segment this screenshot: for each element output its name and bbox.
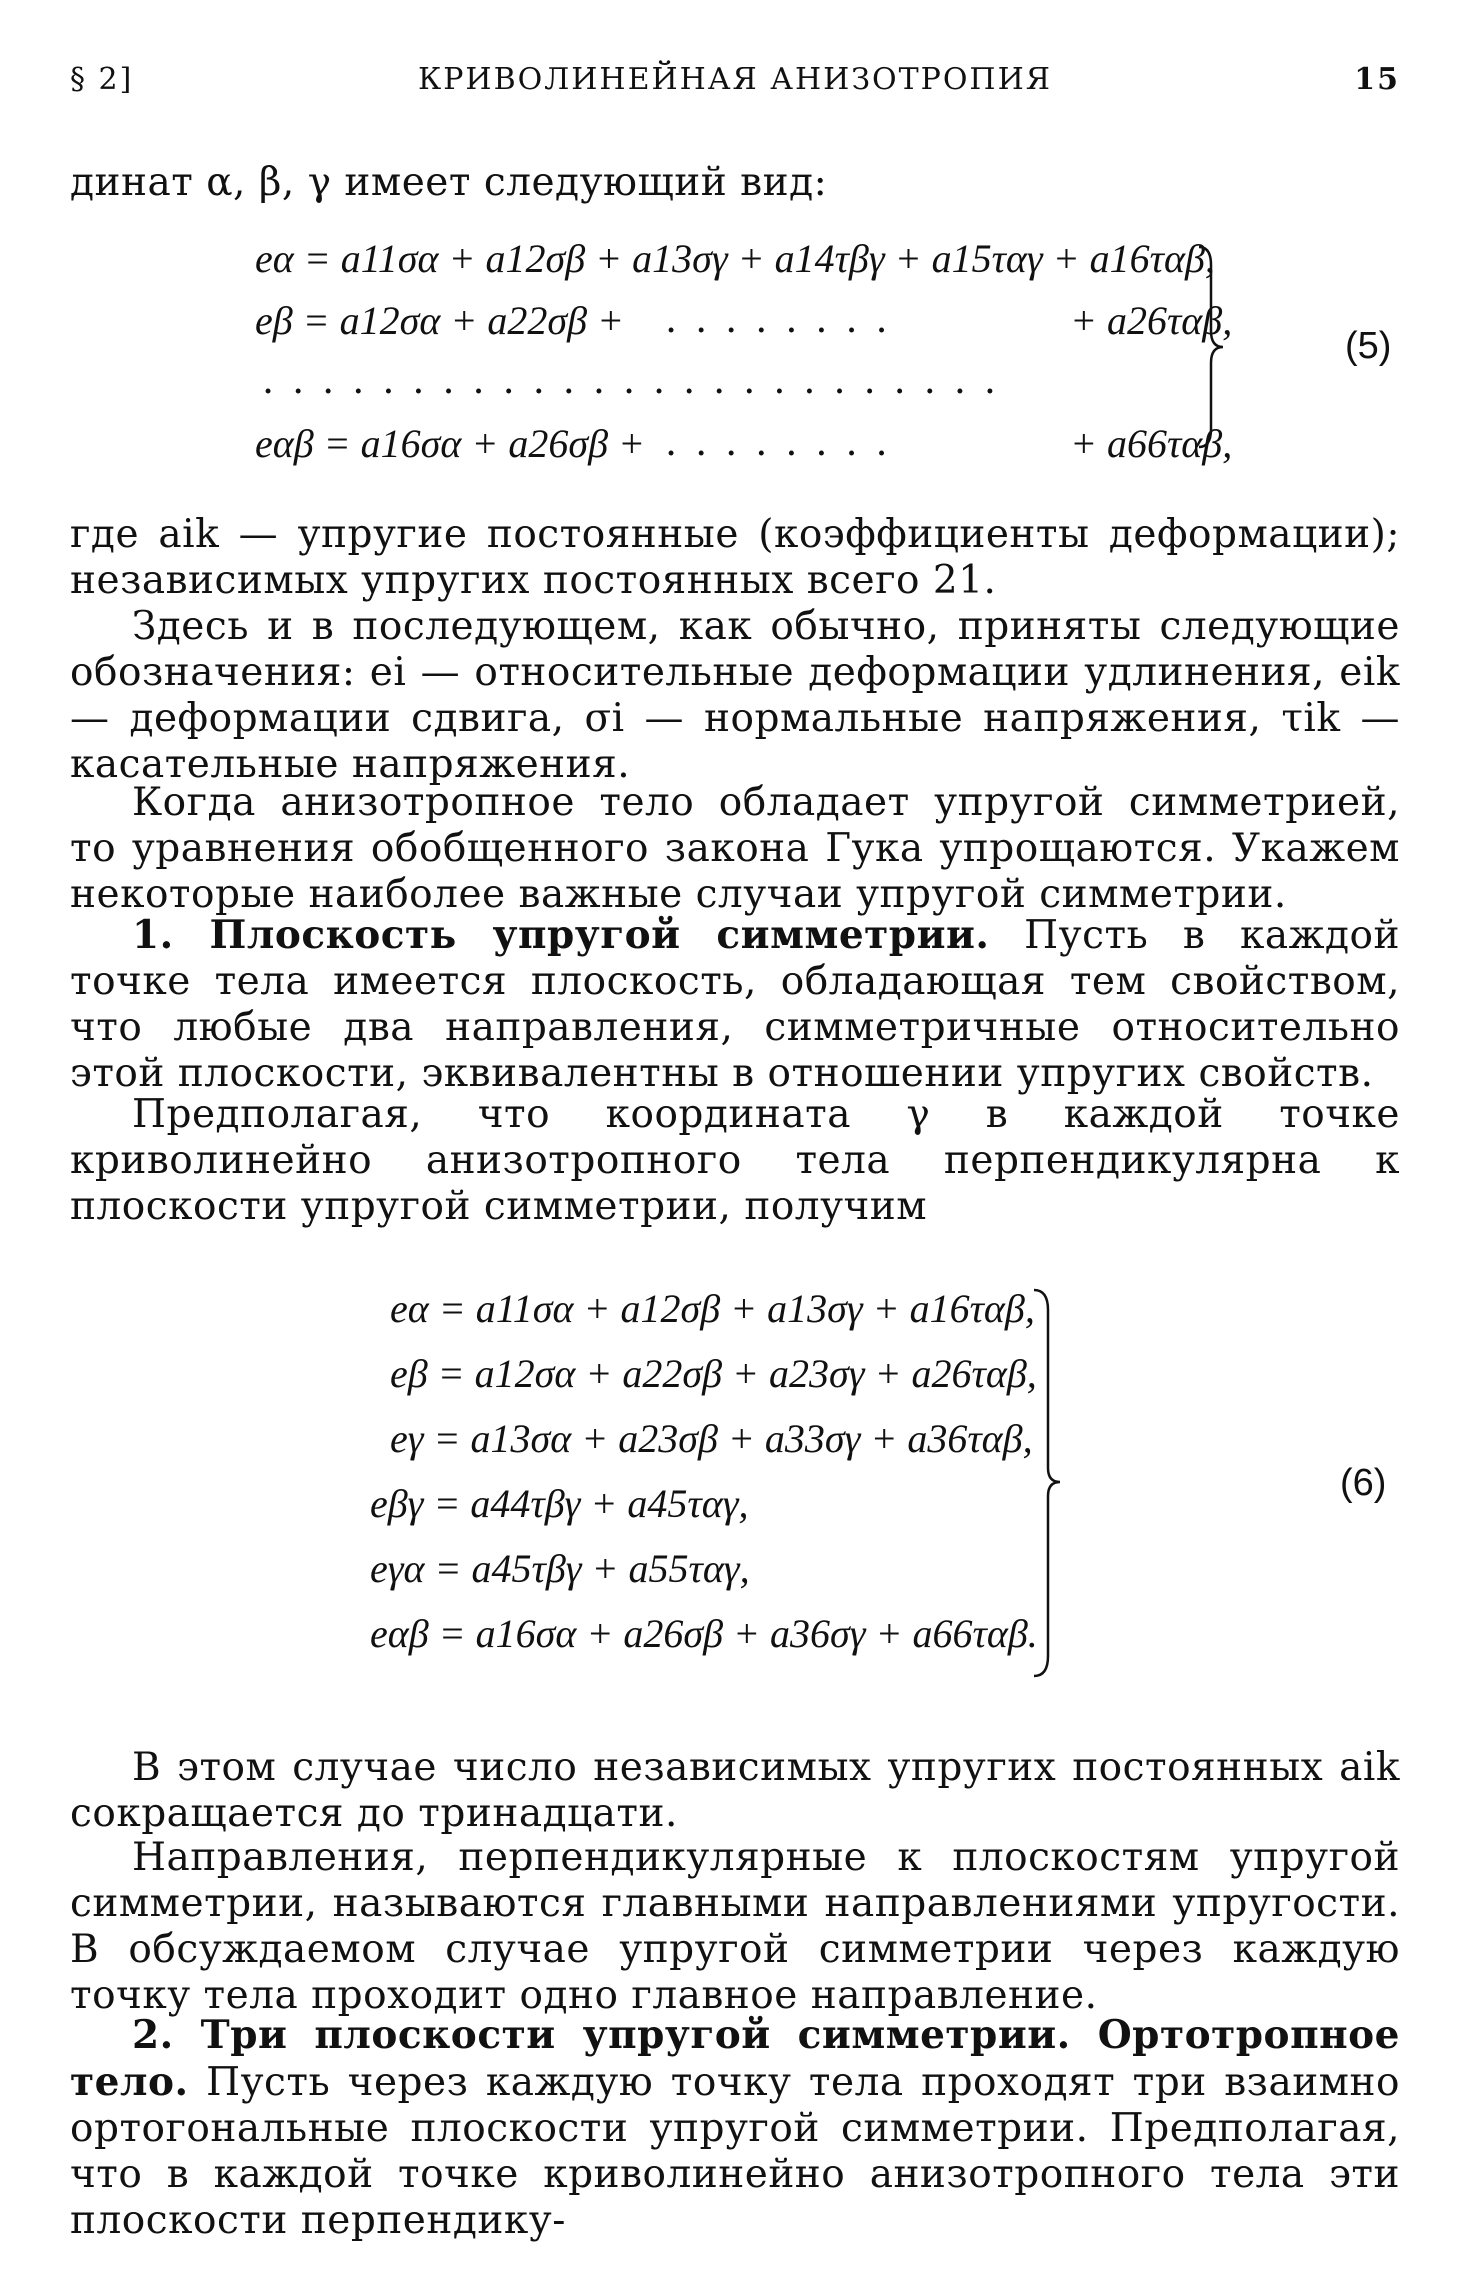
paragraph-plane-of-symmetry-text: Пусть в каждой точке тела имеется плоскость, обладающая тем свойством, что любые два направления, симметричные относительно этой плоскости, эквивалентны в отношении упругих свойств. [70, 913, 1400, 1096]
heading-orthotropic-body: 2. Три плоскости упругой симметрии. Ортотропное тело. [70, 2012, 1400, 2105]
heading-plane-of-symmetry: 1. Плоскость упругой симметрии. [132, 912, 990, 958]
equation-6-line-4: eβγ = a44τβγ + a45ταγ, [370, 1481, 749, 1526]
paragraph-principal-directions: Направления, перпендикулярные к плоскостям упругой симметрии, называются главными направлениями упругости. В обсуждаемом случае упругой симметрии через каждую точку тела проходит одно главное направление. [70, 1835, 1400, 2018]
equation-5-dots-row: ......................... [262, 358, 1014, 402]
paragraph-elastic-symmetry: Когда анизотропное тело обладает упругой симметрией, то уравнения обобщенного закона Гука упрощаются. Укажем некоторые наиболее важные случаи упругой симметрии. [70, 780, 1400, 917]
paragraph-orthotropic-body [70, 2012, 1400, 2244]
equation-5-line-4-left: eαβ = a16σα + a26σβ + [255, 421, 646, 466]
paragraph-plane-of-symmetry [70, 912, 1400, 1097]
paragraph-thirteen-constants: В этом случае число независимых упругих постоянных aik сокращается до тринадцати. [70, 1745, 1400, 1836]
section-mark: § 2] [70, 62, 134, 97]
paragraph-orthotropic-body-text: Пусть через каждую точку тела проходят три взаимно ортогональные плоскости упругой симметрии. Предполагая, что в каждой точке криволинейно анизотропного тела эти плоскости перпендику- [70, 2060, 1400, 2243]
brace-5 [1195, 245, 1235, 450]
equation-6-line-2: eβ = a12σα + a22σβ + a23σγ + a26ταβ, [390, 1351, 1037, 1396]
equation-number-5: (5) [1345, 325, 1392, 367]
paragraph-assumption: Предполагая, что координата γ в каждой точке криволинейно анизотропного тела перпендикулярна к плоскости упругой симметрии, получим [70, 1092, 1400, 1229]
paragraph-notation: Здесь и в последующем, как обычно, приняты следующие обозначения: ei — относительные деформации удлинения, eik — деформации сдвига, σi — нормальные напряжения, τik — касательные напряжения. [70, 604, 1400, 787]
equation-5-ellipsis: ........ [665, 297, 906, 341]
page-header-title: КРИВОЛИНЕЙНАЯ АНИЗОТРОПИЯ [418, 62, 1052, 97]
equation-5-line-2-left: eβ = a12σα + a22σβ + [255, 298, 625, 343]
equation-5-line-2-right: + a26ταβ, [1070, 298, 1233, 343]
equation-5-line-1: eα = a11σα + a12σβ + a13σγ + a14τβγ + a15ταγ + a16ταβ, [255, 236, 1215, 281]
running-header [70, 62, 1400, 102]
equation-5-ellipsis-2: ........ [665, 420, 906, 464]
paragraph-elastic-constants: где aik — упругие постоянные (коэффициенты деформации); независимых упругих постоянных всего 21. [70, 512, 1400, 603]
equation-6-line-6: eαβ = a16σα + a26σβ + a36σγ + a66ταβ. [370, 1611, 1038, 1656]
equation-6-line-3: eγ = a13σα + a23σβ + a33σγ + a36ταβ, [390, 1416, 1033, 1461]
equation-number-6: (6) [1340, 1462, 1387, 1504]
equation-6-line-5: eγα = a45τβγ + a55ταγ, [370, 1546, 750, 1591]
page-number: 15 [1354, 62, 1400, 97]
equation-5-line-4-right: + a66ταβ, [1070, 421, 1233, 466]
brace-6 [1030, 1288, 1070, 1678]
equation-6-line-1: eα = a11σα + a12σβ + a13σγ + a16ταβ, [390, 1286, 1035, 1331]
paragraph-intro: динат α, β, γ имеет следующий вид: [70, 160, 828, 205]
